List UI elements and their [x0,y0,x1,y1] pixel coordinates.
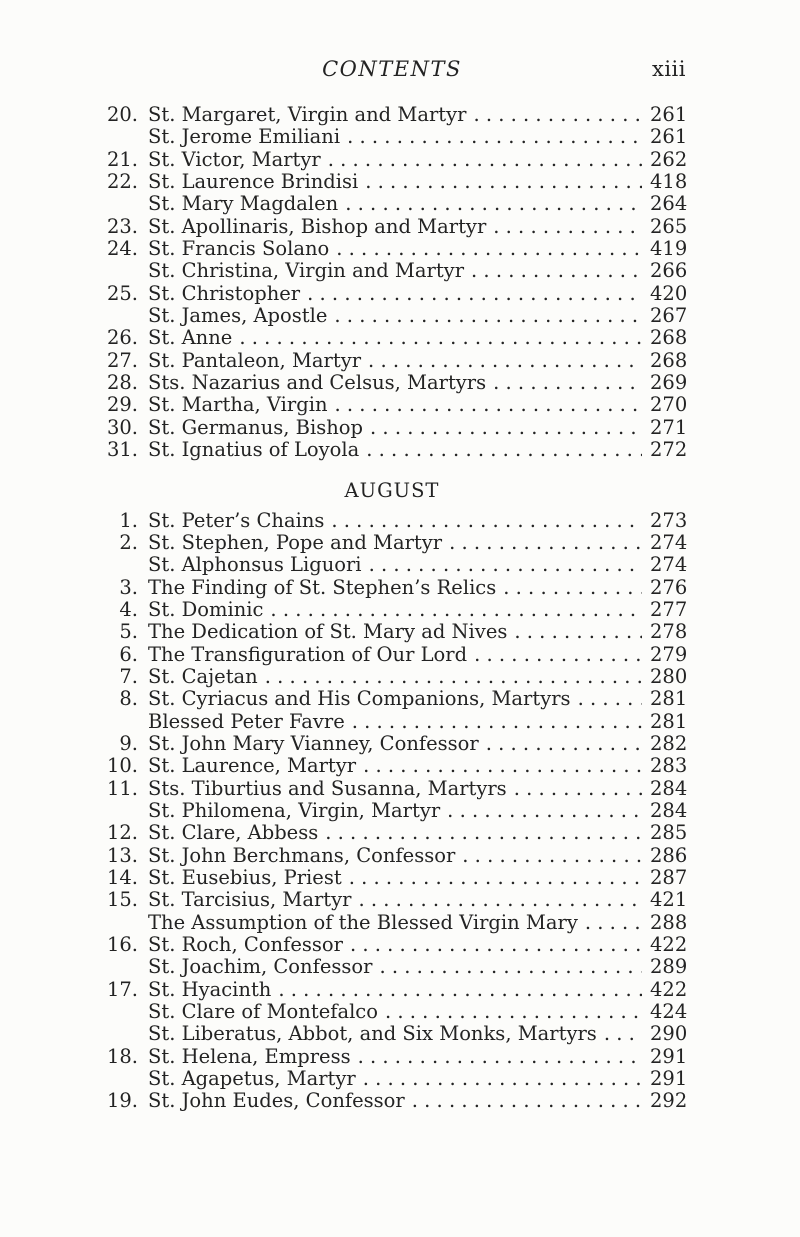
dot-leader [270,599,642,621]
toc-entry [98,912,686,934]
toc-entry-title: St. Clare of Montefalco [148,1000,378,1024]
toc-entry [98,1046,686,1068]
toc-entry-title: St. Hyacinth [148,977,272,1001]
toc-entry-title: St. Cajetan [148,664,258,688]
dot-leader [335,394,643,416]
toc-entry [98,532,686,554]
dot-leader [447,800,642,822]
toc-entry-title: St. Jerome Emiliani [148,125,341,149]
toc-entry-title: St. Laurence Brindisi [148,170,359,194]
toc-entry [98,1001,686,1023]
dot-leader [363,755,642,777]
toc-entry-page: 418 [650,170,688,194]
dot-leader [486,733,642,755]
toc-entry-title: St. Roch, Confessor [148,933,343,957]
toc-entry-title: St. John Mary Vianney, Confessor [148,731,479,755]
toc-entry-page: 287 [650,866,688,889]
toc-entry [98,238,686,260]
toc-entry [98,621,686,643]
toc-entry [98,666,686,688]
toc-entry-page: 268 [650,348,688,372]
toc-entry-title: St. James, Apostle [148,304,328,328]
toc-entry-title: St. Liberatus, Abbot, and Six Monks, Martyrs [148,1022,597,1046]
toc-entry-day: 21. [106,147,138,171]
table-of-contents [98,104,686,1113]
dot-leader [239,327,642,349]
dot-leader [379,956,642,978]
toc-entry-day: 6. [119,642,138,666]
toc-entry [98,327,686,349]
dot-leader [514,778,642,800]
toc-entry-day: 2. [119,530,138,554]
toc-entry-title: St. Christina, Virgin and Martyr [148,259,465,283]
toc-entry-page: 279 [650,642,688,666]
toc-entry-page: 281 [650,709,688,733]
toc-entry [98,216,686,238]
toc-entry-title: St. Victor, Martyr [148,147,321,171]
toc-entry-title: St. John Eudes, Confessor [148,1089,405,1113]
page-header [98,57,686,85]
toc-entry-page: 284 [650,776,688,800]
toc-entry [98,1023,686,1045]
toc-entry [98,171,686,193]
toc-entry-page: 421 [650,888,688,912]
toc-entry-page: 424 [650,1000,688,1024]
toc-entry-title: St. Ignatius of Loyola [148,438,360,462]
toc-entry-page: 290 [650,1022,688,1046]
toc-entry-page: 269 [650,371,688,395]
dot-leader [331,510,642,532]
toc-entry-page: 274 [650,530,688,554]
toc-entry-page: 271 [650,415,688,439]
toc-entry-title: Blessed Peter Favre [148,709,345,733]
toc-entry [98,510,686,532]
toc-entry-title: The Dedication of St. Mary ad Nives [148,620,508,644]
toc-entry-page: 422 [650,977,688,1001]
toc-entry-day: 25. [106,281,138,305]
toc-entry-page: 262 [650,147,688,171]
dot-leader [265,666,642,688]
toc-entry [98,956,686,978]
toc-entry-day: 17. [106,977,138,1001]
toc-entry [98,845,686,867]
toc-entry-title: St. Anne [148,326,233,350]
toc-entry-day: 15. [106,888,138,912]
toc-entry-day: 23. [106,214,138,238]
toc-entry-title: Sts. Tiburtius and Susanna, Martyrs [148,776,507,800]
dot-leader [328,149,642,171]
toc-entry-page: 277 [650,597,688,621]
toc-entry-page: 264 [650,192,688,216]
toc-entry [98,688,686,710]
toc-entry [98,778,686,800]
toc-entry [98,193,686,215]
toc-entry-page: 284 [650,798,688,822]
toc-entry-title: St. Cyriacus and His Companions, Martyrs [148,687,571,711]
dot-leader [349,867,642,889]
toc-entry [98,283,686,305]
toc-entry [98,554,686,576]
toc-entry-title: St. Agapetus, Martyr [148,1067,356,1091]
toc-entry [98,934,686,956]
dot-leader [365,171,642,193]
toc-entry-day: 30. [106,415,138,439]
dot-leader [604,1023,642,1045]
toc-entry-day: 12. [106,821,138,845]
toc-entry-day: 26. [106,326,138,350]
toc-entry-page: 268 [650,326,688,350]
toc-entry-day: 5. [119,620,138,644]
toc-entry-page: 261 [650,103,688,126]
toc-entry [98,889,686,911]
section-heading: AUGUST [344,478,440,502]
toc-entry [98,260,686,282]
dot-leader [474,644,642,666]
folio-page-number: xiii [652,57,686,81]
toc-entry-day: 31. [106,438,138,462]
toc-entry-title: St. Martha, Virgin [148,393,328,417]
toc-entry-page: 283 [650,754,688,778]
toc-entry-title: St. Margaret, Virgin and Martyr [148,103,467,126]
toc-entry-title: St. Stephen, Pope and Martyr [148,530,443,554]
toc-entry-page: 292 [650,1089,688,1113]
toc-entry [98,439,686,461]
toc-entry-title: St. Tarcisius, Martyr [148,888,352,912]
dot-leader [307,283,642,305]
toc-entry-title: St. Francis Solano [148,237,330,261]
toc-entry-page: 420 [650,281,688,305]
toc-entry-day: 28. [106,371,138,395]
dot-leader [358,889,642,911]
toc-entry-page: 285 [650,821,688,845]
toc-entry-page: 265 [650,214,688,238]
dot-leader [514,621,642,643]
toc-entry [98,126,686,148]
toc-entry-title: St. Dominic [148,597,264,621]
dot-leader [363,1068,642,1090]
toc-entry-page: 419 [650,237,688,261]
toc-entry-page: 288 [650,910,688,934]
dot-leader [336,238,642,260]
toc-entry-title: The Finding of St. Stephen’s Relics [148,575,497,599]
dot-leader [473,104,642,126]
toc-entry-title: St. Christopher [148,281,301,305]
toc-entry-day: 9. [119,731,138,755]
toc-entry-page: 286 [650,843,688,867]
toc-entry-day: 1. [119,508,138,532]
toc-entry-title: St. Laurence, Martyr [148,754,357,778]
toc-entry [98,305,686,327]
toc-entry-title: Sts. Nazarius and Celsus, Martyrs [148,371,487,395]
dot-leader [368,350,642,372]
toc-entry [98,867,686,889]
toc-entry-day: 16. [106,933,138,957]
dot-leader [503,577,642,599]
toc-entry-day: 18. [106,1044,138,1068]
dot-leader [347,126,642,148]
toc-entry [98,1090,686,1112]
dot-leader [278,979,642,1001]
toc-entry-day: 22. [106,170,138,194]
toc-entry-title: St. Helena, Empress [148,1044,351,1068]
dot-leader [449,532,642,554]
toc-entry [98,822,686,844]
toc-entry-day: 13. [106,843,138,867]
toc-entry [98,644,686,666]
toc-entry-title: The Assumption of the Blessed Virgin Mary [148,910,578,934]
toc-entry-title: St. Clare, Abbess [148,821,319,845]
dot-leader [493,372,642,394]
toc-entry [98,149,686,171]
toc-entry-day: 19. [106,1089,138,1113]
toc-entry-title: St. Apollinaris, Bishop and Martyr [148,214,487,238]
toc-entry-page: 291 [650,1044,688,1068]
toc-entry [98,599,686,621]
toc-entry-day: 14. [106,866,138,889]
toc-entry-page: 270 [650,393,688,417]
toc-entry [98,350,686,372]
toc-entry [98,755,686,777]
toc-entry-page: 289 [650,955,688,979]
toc-entry-title: St. Alphonsus Liguori [148,553,362,577]
toc-entry-title: St. Pantaleon, Martyr [148,348,362,372]
dot-leader [493,216,642,238]
toc-entry-day: 3. [119,575,138,599]
dot-leader [325,822,642,844]
toc-entry-page: 280 [650,664,688,688]
dot-leader [370,417,642,439]
toc-entry [98,417,686,439]
toc-entry [98,394,686,416]
toc-entry-title: St. Joachim, Confessor [148,955,373,979]
toc-entry-page: 291 [650,1067,688,1091]
dot-leader [462,845,642,867]
toc-entry [98,1068,686,1090]
toc-entry [98,372,686,394]
dot-leader [366,439,642,461]
toc-entry-title: The Transfiguration of Our Lord [148,642,468,666]
dot-leader [585,912,642,934]
dot-leader [345,193,642,215]
page-title: CONTENTS [322,57,462,81]
toc-entry-day: 7. [119,664,138,688]
toc-entry-page: 272 [650,438,688,462]
toc-entry-page: 422 [650,933,688,957]
toc-entry [98,711,686,733]
toc-entry-title: St. Eusebius, Priest [148,866,342,889]
toc-entry [98,979,686,1001]
toc-entry [98,577,686,599]
toc-entry-day: 8. [119,687,138,711]
toc-entry-page: 266 [650,259,688,283]
toc-entry-page: 273 [650,508,688,532]
toc-entry-title: St. Mary Magdalen [148,192,339,216]
dot-leader [334,305,642,327]
toc-entry-title: St. Philomena, Virgin, Martyr [148,798,441,822]
toc-entry-day: 20. [106,103,138,126]
dot-leader [352,711,642,733]
dot-leader [369,554,642,576]
toc-entry-title: St. John Berchmans, Confessor [148,843,456,867]
dot-leader [385,1001,642,1023]
toc-entry-page: 276 [650,575,688,599]
toc-entry-title: St. Peter’s Chains [148,508,325,532]
toc-entry [98,800,686,822]
toc-entry-page: 267 [650,304,688,328]
dot-leader [350,934,642,956]
toc-entry [98,104,686,126]
toc-entry [98,733,686,755]
dot-leader [358,1046,642,1068]
toc-entry-title: St. Germanus, Bishop [148,415,364,439]
dot-leader [578,688,642,710]
toc-entry-page: 261 [650,125,688,149]
toc-entry-page: 281 [650,687,688,711]
toc-entry-day: 4. [119,597,138,621]
toc-entry-day: 11. [106,776,138,800]
dot-leader [412,1090,642,1112]
toc-entry-page: 282 [650,731,688,755]
toc-entry-day: 27. [106,348,138,372]
toc-entry-day: 29. [106,393,138,417]
toc-entry-page: 278 [650,620,688,644]
toc-entry-page: 274 [650,553,688,577]
toc-entry-day: 10. [106,754,138,778]
toc-entry-day: 24. [106,237,138,261]
dot-leader [471,260,642,282]
